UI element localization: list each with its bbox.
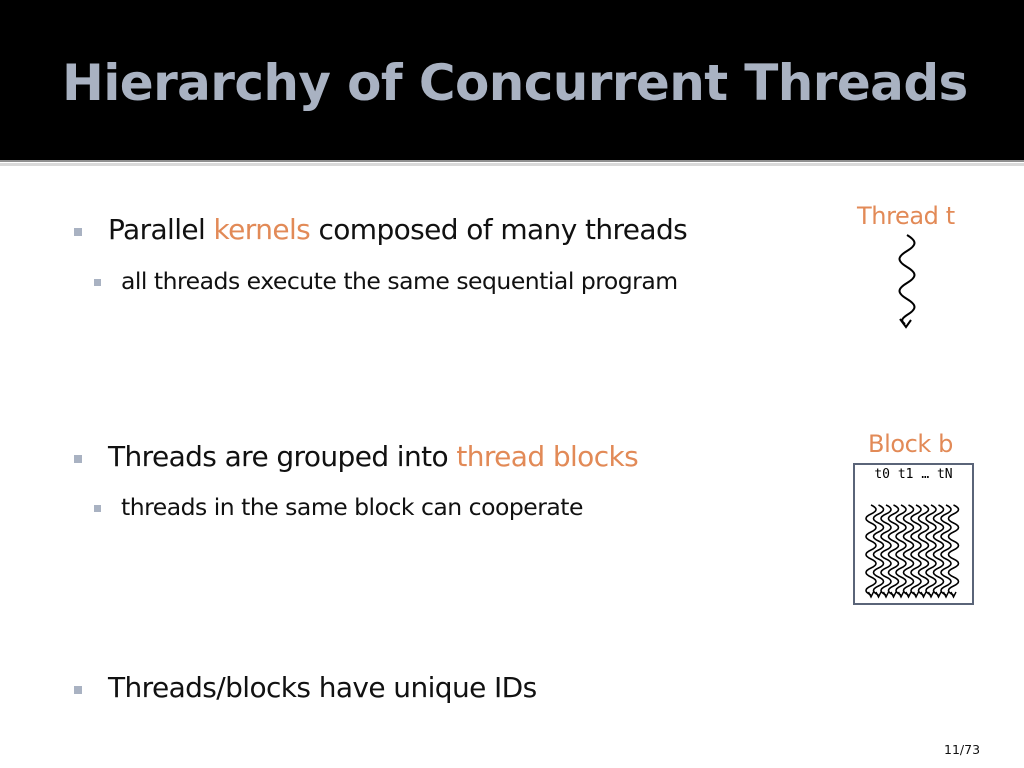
bullet-marker	[74, 455, 82, 463]
bullet-2-text	[108, 440, 638, 473]
sub-bullet-marker	[94, 505, 101, 512]
block-thread-line	[926, 505, 936, 595]
block-thread-line	[949, 505, 959, 595]
slide-title: Hierarchy of Concurrent Threads	[62, 54, 968, 112]
block-thread-line	[904, 505, 914, 595]
block-label: Block b	[868, 430, 953, 458]
thread-squiggle-icon	[895, 233, 925, 333]
thread-label: Thread t	[857, 202, 955, 230]
bullet-1-sub-text: all threads execute the same sequential program	[121, 267, 678, 295]
block-thread-line	[874, 505, 884, 595]
block-thread-line	[934, 505, 944, 595]
header-divider	[0, 160, 1024, 162]
block-thread-line	[941, 505, 951, 595]
block-thread-line	[866, 505, 876, 595]
block-thread-line	[919, 505, 929, 595]
bullet-1-text-part: Parallel	[108, 213, 214, 246]
thread-block-box	[853, 463, 974, 605]
bullet-2-sub-text: threads in the same block can cooperate	[121, 493, 583, 521]
block-thread-line	[896, 505, 906, 595]
block-thread-line	[889, 505, 899, 595]
title-bar	[0, 0, 1024, 160]
bullet-marker	[74, 228, 82, 236]
block-thread-line	[911, 505, 921, 595]
bullet-1-text-part: composed of many threads	[310, 213, 688, 246]
page-number: 11/73	[944, 742, 981, 757]
bullet-2-highlight: thread blocks	[456, 440, 639, 473]
bullet-3-text: Threads/blocks have unique IDs	[108, 671, 537, 704]
block-threads-icon	[861, 503, 966, 601]
header-divider-light	[0, 163, 1024, 166]
block-thread-ids: t0 t1 … tN	[874, 467, 953, 482]
sub-bullet-marker	[94, 279, 101, 286]
block-thread-line	[881, 505, 891, 595]
bullet-2-text-part: Threads are grouped into	[108, 440, 457, 473]
bullet-marker	[74, 686, 82, 694]
bullet-1-highlight: kernels	[213, 213, 311, 246]
bullet-1-text	[108, 213, 687, 246]
